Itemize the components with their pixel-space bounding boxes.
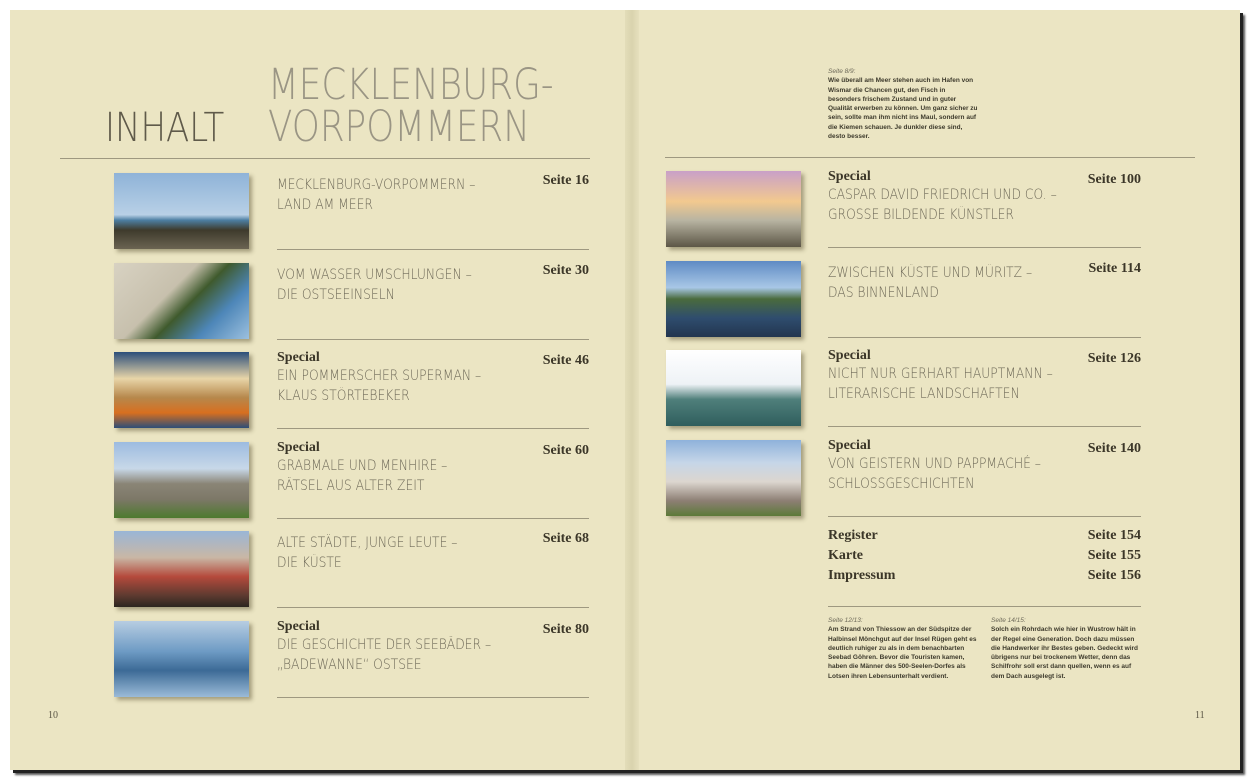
entry-title-line-2: GROSSE BILDENDE KÜNSTLER bbox=[828, 207, 1014, 223]
entry-title-line-2: LITERARISCHE LANDSCHAFTEN bbox=[828, 386, 1020, 403]
lighthouse-photo bbox=[114, 173, 249, 249]
entry-rule bbox=[828, 337, 1141, 338]
caption-bottom-left bbox=[828, 616, 978, 681]
entry-title-line-1: EIN POMMERSCHER SUPERMAN – bbox=[277, 368, 482, 385]
entry-rule bbox=[828, 426, 1141, 427]
special-label: Special bbox=[828, 438, 871, 454]
caption-ref: Seite 8/9: bbox=[828, 68, 856, 75]
entry-title-line-1: NICHT NUR GERHART HAUPTMANN – bbox=[828, 366, 1053, 383]
entry-rule bbox=[277, 607, 589, 608]
title-line-2: VORPOMMERN bbox=[268, 102, 530, 152]
entry-title-line-1: MECKLENBURG-VORPOMMERN – bbox=[277, 177, 476, 193]
sailing-ship-photo bbox=[114, 352, 249, 428]
entry-page-link[interactable]: Seite 126 bbox=[1087, 351, 1141, 367]
entry-rule bbox=[277, 518, 589, 519]
entry-title-line-2: KLAUS STÖRTEBEKER bbox=[277, 388, 410, 405]
entry-rule bbox=[277, 339, 589, 340]
entry-title-line-2: DAS BINNENLAND bbox=[828, 284, 939, 301]
entry-rule bbox=[277, 428, 589, 429]
page-number-right: 11 bbox=[1195, 710, 1205, 721]
entry-page-link[interactable]: Seite 100 bbox=[1087, 172, 1141, 187]
entry-page-link[interactable]: Seite 80 bbox=[542, 622, 589, 637]
entry-title-line-1: ZWISCHEN KÜSTE UND MÜRITZ – bbox=[828, 264, 1033, 281]
caption-top bbox=[828, 67, 978, 141]
entry-title-line-1: VON GEISTERN UND PAPPMACHÉ – bbox=[828, 456, 1041, 473]
book-gutter bbox=[625, 10, 639, 770]
caption-text: Wie überall am Meer stehen auch im Hafen von Wismar die Chancen gut, den Fisch in besonders frischem Zustand und in guter Qualität erwerben zu können. Um ganz sicher zu sein, sollte man ihm nicht ins Maul, sondern auf die Kiemen schauen. Je dunkler diese sind, desto besser. bbox=[828, 77, 978, 141]
entry-title-line-1: GRABMALE UND MENHIRE – bbox=[277, 457, 448, 474]
entry-page-link[interactable]: Seite 46 bbox=[542, 353, 589, 369]
caption-text: Solch ein Rohrdach wie hier in Wustrow hält in der Regel eine Generation. Doch dazu müssen die Handwerker ihr Bestes geben. Gedeckt wird übrigens nur bei trockenem Wetter, denn das Schilfrohr soll erst dann quellen, wenn es auf dem Dach ausgelegt ist. bbox=[991, 626, 1139, 680]
entry-title-line-1: DIE GESCHICHTE DER SEEBÄDER – bbox=[277, 637, 492, 653]
header-rule-left bbox=[60, 158, 590, 159]
entry-rule bbox=[828, 516, 1141, 517]
entry-page-link[interactable]: Seite 140 bbox=[1087, 441, 1141, 457]
appendix-page[interactable]: Seite 155 bbox=[1087, 548, 1141, 563]
appendix-page[interactable]: Seite 156 bbox=[1087, 568, 1141, 583]
caption-ref: Seite 14/15: bbox=[991, 617, 1026, 624]
caption-ref: Seite 12/13: bbox=[828, 617, 863, 624]
entry-page-link[interactable]: Seite 114 bbox=[1088, 260, 1141, 276]
castle-photo bbox=[666, 440, 801, 516]
entry-title-line-2: LAND AM MEER bbox=[277, 197, 373, 213]
caption-bottom-right bbox=[991, 616, 1143, 681]
special-label: Special bbox=[277, 350, 320, 366]
header-rule-right bbox=[665, 157, 1195, 158]
statue-photo bbox=[666, 350, 801, 426]
appendix-label[interactable]: Register bbox=[828, 528, 878, 543]
lake-jetty-photo bbox=[666, 261, 801, 337]
entry-page-link[interactable]: Seite 68 bbox=[542, 531, 589, 547]
entry-title-line-1: VOM WASSER UMSCHLUNGEN – bbox=[277, 266, 472, 283]
appendix-label[interactable]: Impressum bbox=[828, 568, 896, 583]
entry-page-link[interactable]: Seite 30 bbox=[542, 262, 589, 278]
entry-title-line-1: ALTE STÄDTE, JUNGE LEUTE – bbox=[277, 535, 458, 552]
book-title bbox=[268, 60, 554, 152]
special-label: Special bbox=[828, 169, 871, 184]
appendix-label[interactable]: Karte bbox=[828, 548, 863, 563]
pier-photo bbox=[114, 621, 249, 697]
town-square-photo bbox=[114, 531, 249, 607]
entry-rule bbox=[277, 249, 589, 250]
chalk-cliffs-photo bbox=[114, 263, 249, 339]
entry-page-link[interactable]: Seite 60 bbox=[542, 442, 589, 458]
special-label: Special bbox=[277, 619, 320, 634]
title-line-1: MECKLENBURG- bbox=[268, 60, 554, 110]
contents-heading: INHALT bbox=[105, 105, 225, 151]
entry-title-line-2: SCHLOSSGESCHICHTEN bbox=[828, 476, 975, 493]
appendix-page[interactable]: Seite 154 bbox=[1087, 528, 1141, 543]
page-number-left: 10 bbox=[48, 710, 58, 721]
entry-title-line-2: RÄTSEL AUS ALTER ZEIT bbox=[277, 477, 425, 494]
entry-title-line-2: „BADEWANNE“ OSTSEE bbox=[277, 657, 422, 673]
entry-title-line-1: CASPAR DAVID FRIEDRICH UND CO. – bbox=[828, 187, 1057, 203]
entry-title-line-2: DIE OSTSEEINSELN bbox=[277, 286, 395, 303]
menhir-photo bbox=[114, 442, 249, 518]
appendix-rule bbox=[828, 606, 1141, 607]
entry-rule bbox=[277, 697, 589, 698]
painting-photo bbox=[666, 171, 801, 247]
entry-rule bbox=[828, 247, 1141, 248]
caption-text: Am Strand von Thiessow an der Südspitze der Halbinsel Mönchgut auf der Insel Rügen geht es deutlich ruhiger zu als in dem benachbarten Seebad Göhren. Bevor die Touristen kamen, haben die Männer des 500-Seelen-Dorfes als Lotsen ihren Lebensunterhalt verdient. bbox=[828, 626, 977, 680]
entry-page-link[interactable]: Seite 16 bbox=[542, 173, 589, 188]
special-label: Special bbox=[277, 439, 320, 455]
special-label: Special bbox=[828, 348, 871, 364]
entry-title-line-2: DIE KÜSTE bbox=[277, 555, 342, 572]
